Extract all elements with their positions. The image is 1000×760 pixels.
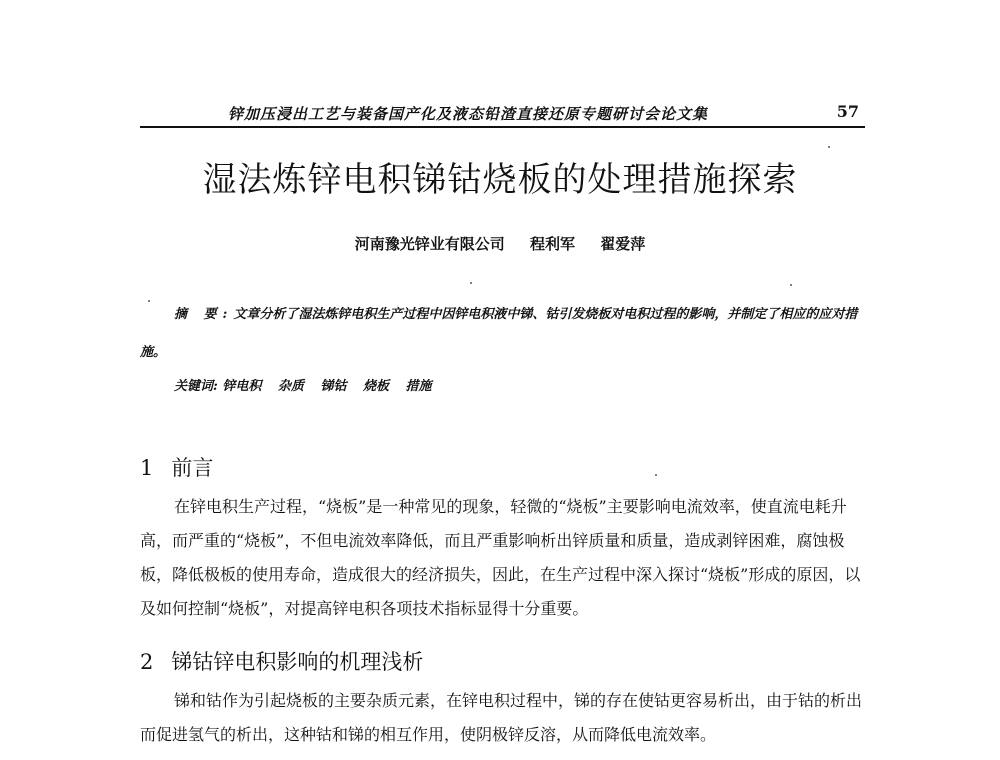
section-paragraph [140,490,865,626]
paper-title: 湿法炼锌电积锑钴烧板的处理措施探索 [202,160,798,200]
section-heading [140,646,423,676]
paragraph-text: 在锌电积生产过程，“烧板”是一种常见的现象，轻微的“烧板”主要影响电流效率，使直流电耗升高，而严重的“烧板”，不但电流效率降低，而且严重影响析出锌质量和质量，造成剥锌困难，腐蚀极板，降低极板的使用寿命，造成很大的经济损失，因此，在生产过程中深入探讨“烧板”形成的原因，以及如何控制“烧板”，对提高锌电积各项技术指标显得十分重要。 [140,497,861,618]
page-number: 57 [836,102,859,121]
running-header [140,100,865,128]
scan-speck [470,282,472,284]
organization: 河南豫光锌业有限公司 [354,235,505,253]
keywords [174,368,444,406]
scan-speck [790,284,792,286]
keyword: 锑钴 [320,379,347,394]
section-heading [140,452,213,482]
section-title: 锑钴锌电积影响的机理浅析 [171,650,424,674]
section-number: 1 [140,456,154,480]
paragraph-text: 锑和钴作为引起烧板的主要杂质元素，在锌电积过程中，锑的存在使钴更容易析出，由于钴的析出而促进氢气的析出，这种钴和锑的相互作用，使阴极锌反溶，从而降低电流效率。 [140,691,863,744]
keyword: 措施 [405,379,432,394]
abstract [140,296,865,372]
author-name: 翟爱萍 [600,235,646,253]
abstract-text: 文章分析了湿法炼锌电积生产过程中因锌电积液中锑、钴引发烧板对电积过程的影响，并制定了相应的应对措施。 [140,307,858,360]
scan-speck [148,300,150,302]
author-name: 程利军 [529,235,575,253]
keyword: 烧板 [362,379,389,394]
scan-speck [828,146,830,148]
author-line [0,233,1000,254]
keywords-label: 关键词: [174,379,218,394]
section-title: 前言 [171,456,214,480]
header-title: 锌加压浸出工艺与装备国产化及液态铅渣直接还原专题研讨会论文集 [228,105,709,123]
keyword: 锌电积 [222,379,262,394]
section-paragraph [140,684,865,752]
scan-speck [655,474,657,476]
keyword: 杂质 [277,379,304,394]
abstract-label: 摘 要: [174,307,234,322]
section-number: 2 [140,650,154,674]
